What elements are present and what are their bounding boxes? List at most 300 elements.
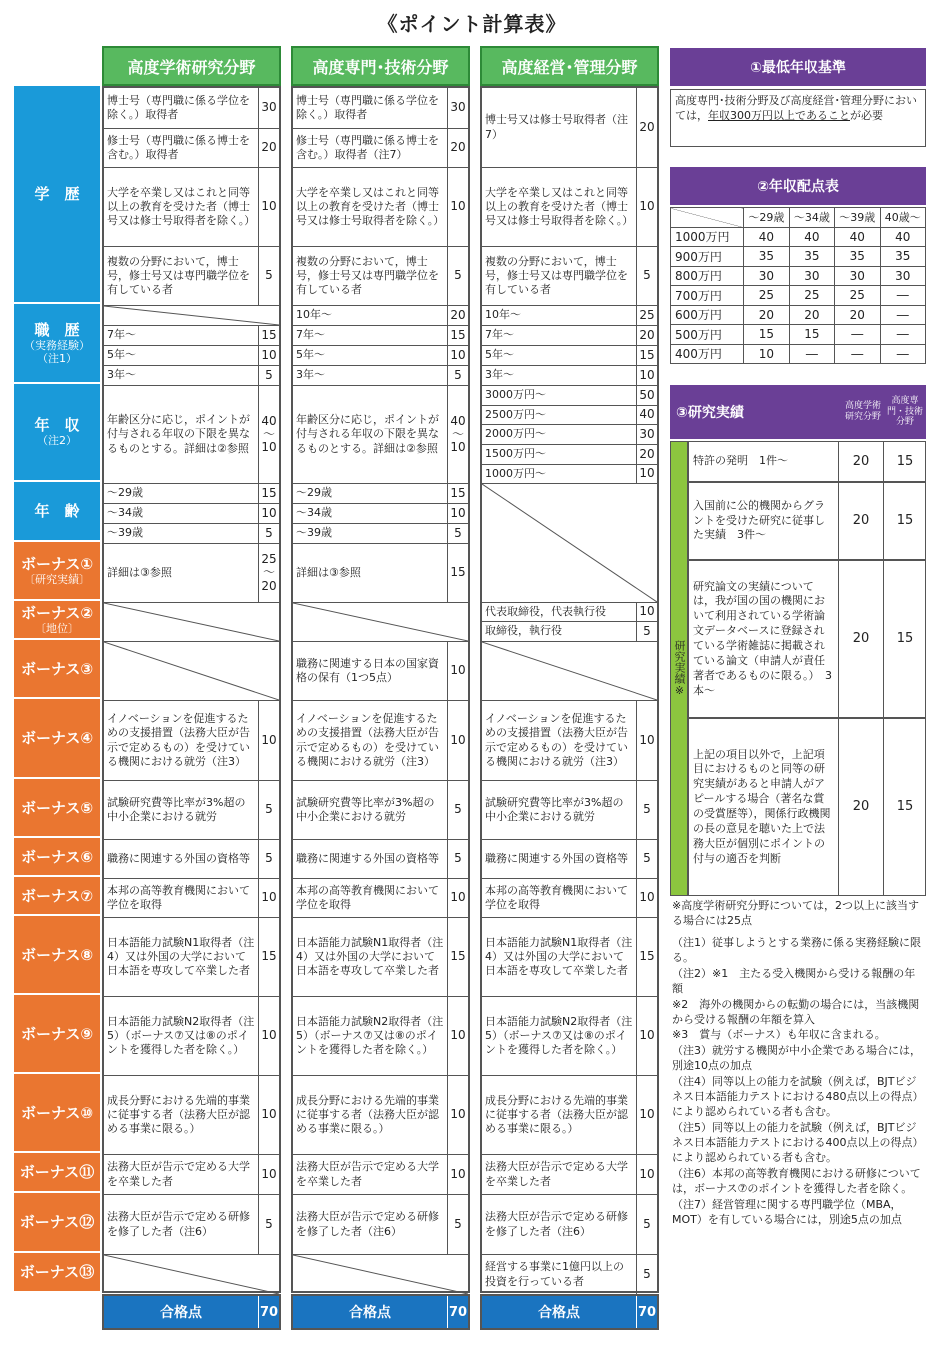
row-points: 10 xyxy=(639,367,655,382)
category-label: 年 収 xyxy=(34,416,80,435)
row-text: 成長分野における先端的事業に従事する者（法務大臣が認める事業に限る。） xyxy=(482,1076,637,1154)
table-row xyxy=(104,326,279,346)
row-text: イノベーションを促進するための支援措置（法務大臣が告示で定めるもの）を受けている機関における就労（注3） xyxy=(293,701,448,780)
category-11 xyxy=(14,877,100,916)
min-salary-text-underline: 年収300万円以上であること xyxy=(708,108,850,122)
pass-label: 合格点 xyxy=(160,1305,202,1321)
row-text: 試験研究費等比率が3%超の中小企業における就労 xyxy=(104,781,259,839)
row-points: 10 xyxy=(261,890,277,905)
salary-value: 35 xyxy=(789,247,834,267)
category-9 xyxy=(14,779,100,838)
salary-row-label: 800万円 xyxy=(671,266,744,286)
row-points: 15 xyxy=(639,949,655,964)
research-header: ③研究実績 xyxy=(676,405,744,421)
min-salary-text-a: 高度専門･技術分野及び高度経営･管理分野においては， xyxy=(675,94,917,122)
table-row xyxy=(104,997,279,1076)
category-2 xyxy=(14,304,100,384)
row-points: 5 xyxy=(643,268,651,283)
research-footnote: ※高度学術研究分野については，2つ以上に該当する場合には25点 xyxy=(672,899,919,928)
row-text: 博士号（専門職に係る学位を除く。）取得者 xyxy=(104,88,259,128)
row-points: 10 xyxy=(261,1166,277,1181)
row-text: ～34歳 xyxy=(293,504,448,523)
row-points: 5 xyxy=(454,268,462,283)
row-text: 2500万円～ xyxy=(482,406,637,424)
column-header-1: 高度学術研究分野 xyxy=(102,46,281,86)
row-points: 5 xyxy=(643,851,651,866)
category-13 xyxy=(14,995,100,1074)
row-points: 10 xyxy=(261,347,277,362)
row-text: 職務に関連する外国の資格等 xyxy=(482,840,637,878)
research-row xyxy=(688,718,926,896)
category-4 xyxy=(14,482,100,542)
table-row xyxy=(482,622,657,642)
row-points: 10 xyxy=(261,732,277,747)
min-salary-text xyxy=(670,89,926,147)
salary-row-label: 1000万円 xyxy=(671,227,744,247)
row-text: 成長分野における先端的事業に従事する者（法務大臣が認める事業に限る。） xyxy=(293,1076,448,1154)
row-points: 10 xyxy=(450,199,466,214)
row-points: 5 xyxy=(643,623,651,638)
row-text: 職務に関連する外国の資格等 xyxy=(293,840,448,878)
research-row-b: 15 xyxy=(896,453,914,469)
table-row xyxy=(482,326,657,346)
page-title: 《ポイント計算表》 xyxy=(377,12,567,36)
salary-value: 35 xyxy=(744,247,789,267)
row-points: 30 xyxy=(639,426,655,441)
row-points: 50 xyxy=(639,387,655,402)
table-row xyxy=(482,168,657,247)
research-row xyxy=(688,441,926,482)
salary-value: 25 xyxy=(744,286,789,306)
table-row xyxy=(293,88,468,129)
row-points: 5 xyxy=(454,802,462,817)
table-row xyxy=(482,484,657,603)
row-text: 7年～ xyxy=(104,326,259,345)
age-col-header: ～39歳 xyxy=(835,208,880,228)
salary-row-label: 600万円 xyxy=(671,305,744,325)
row-points: 10 xyxy=(261,1028,277,1043)
row-text: 5年～ xyxy=(482,346,637,365)
row-text: ～34歳 xyxy=(104,504,259,523)
table-row xyxy=(482,997,657,1076)
research-row-text: 入国前に公的機関からグラントを受けた研究に従事した実績 3件～ xyxy=(689,483,839,559)
row-text: 詳細は③参照 xyxy=(293,544,448,602)
research-row-a: 20 xyxy=(839,719,884,895)
table-row xyxy=(293,524,468,544)
table-row xyxy=(104,366,279,386)
research-row-b: 15 xyxy=(896,513,914,529)
table-row xyxy=(482,1255,657,1295)
table-row xyxy=(104,88,279,129)
table-row xyxy=(482,386,657,406)
row-text: 日本語能力試験N1取得者（注4）又は外国の大学において日本語を専攻して卒業した者 xyxy=(104,918,259,996)
salary-row-label: 900万円 xyxy=(671,247,744,267)
research-row-a: 20 xyxy=(839,483,884,559)
table-row xyxy=(104,247,279,306)
category-5 xyxy=(14,542,100,601)
table-row xyxy=(104,346,279,366)
points-column-2 xyxy=(291,86,470,1293)
row-points: 10 xyxy=(261,505,277,520)
note-item: （注1）従事しようとする業務に係る実務経験に限る。 xyxy=(672,936,921,965)
column-header-3: 高度経営･管理分野 xyxy=(480,46,659,86)
row-points: 10 xyxy=(450,663,466,678)
row-text: イノベーションを促進するための支援措置（法務大臣が告示で定めるもの）を受けている機関における就労（注3） xyxy=(482,701,637,780)
table-row xyxy=(104,1255,279,1295)
row-text: 7年～ xyxy=(482,326,637,345)
table-row xyxy=(482,781,657,840)
table-row xyxy=(104,840,279,879)
salary-value: ― xyxy=(880,325,925,345)
row-points: 5 xyxy=(454,851,462,866)
research-row xyxy=(688,482,926,560)
min-salary-text-b: が必要 xyxy=(850,108,883,122)
category-label: 学 歴 xyxy=(34,185,80,203)
salary-value: 25 xyxy=(789,286,834,306)
research-row-text: 研究論文の実績については，我が国の国の機関において利用されている学術論文データベースに登録されている学術雑誌に掲載されている論文（申請人が責任著者であるものに限る。） 3本～ xyxy=(689,561,839,717)
row-points: 5 xyxy=(265,367,273,382)
row-text: 代表取締役，代表執行役 xyxy=(482,603,637,621)
category-16 xyxy=(14,1193,100,1253)
note-item: （注6）本邦の高等教育機関における研修については，ボーナス⑦のポイントを獲得した者を除く。 xyxy=(672,1166,921,1196)
row-points: 10 xyxy=(450,505,466,520)
row-text: 複数の分野において，博士号，修士号又は専門職学位を有している者 xyxy=(104,247,259,305)
table-row xyxy=(293,1076,468,1155)
row-points: 25 ～ 20 xyxy=(261,552,277,593)
salary-value: 15 xyxy=(789,325,834,345)
note-item: ※3 賞与（ボーナス）も年収に含まれる。 xyxy=(672,1028,886,1042)
table-row xyxy=(293,346,468,366)
row-points: 5 xyxy=(454,1216,462,1231)
row-text: 職務に関連する外国の資格等 xyxy=(104,840,259,878)
salary-row-label: 500万円 xyxy=(671,325,744,345)
salary-value: ― xyxy=(835,344,880,364)
salary-value: 30 xyxy=(835,266,880,286)
row-points: 10 xyxy=(639,1166,655,1181)
table-row xyxy=(104,1195,279,1255)
row-points: 5 xyxy=(454,367,462,382)
research-row-b: 15 xyxy=(896,631,914,647)
table-row xyxy=(293,484,468,504)
age-col-header: 40歳～ xyxy=(880,208,925,228)
salary-value: 40 xyxy=(744,227,789,247)
category-sub: （注2） xyxy=(37,434,77,448)
table-row xyxy=(293,366,468,386)
note-item: （注4）同等以上の能力を試験（例えば，BJTビジネス日本語能力テストにおける480点以上の得点）により認められている者も含む。 xyxy=(672,1074,924,1119)
row-points: 40 ～ 10 xyxy=(450,413,466,455)
salary-value: 40 xyxy=(835,227,880,247)
column-header-2: 高度専門･技術分野 xyxy=(291,46,470,86)
table-row xyxy=(293,1155,468,1195)
note-item: （注2）※1 主たる受入機関から受ける報酬の年額 xyxy=(672,966,916,996)
row-points: 20 xyxy=(450,140,466,155)
table-row xyxy=(104,544,279,603)
salary-value: 20 xyxy=(789,305,834,325)
pass-label: 合格点 xyxy=(349,1305,391,1321)
category-label: ボーナス⑪ xyxy=(19,1163,95,1181)
table-row xyxy=(293,504,468,524)
category-label: 職 歴 xyxy=(34,320,80,339)
note-item: ※2 海外の機関からの転勤の場合には，当該機関から受ける報酬の年額を算入 xyxy=(672,997,920,1026)
salary-table xyxy=(670,207,926,364)
table-row xyxy=(482,425,657,445)
table-row xyxy=(293,247,468,306)
row-points: 10 xyxy=(639,1107,655,1122)
row-points: 15 xyxy=(261,949,277,964)
table-row xyxy=(482,879,657,918)
row-text: ～29歳 xyxy=(104,484,259,503)
row-points: 15 xyxy=(450,327,466,342)
table-row xyxy=(482,1076,657,1155)
row-text: 試験研究費等比率が3%超の中小企業における就労 xyxy=(482,781,637,839)
salary-value: ― xyxy=(880,344,925,364)
row-points: 10 xyxy=(261,199,277,214)
row-text: 法務大臣が告示で定める大学を卒業した者 xyxy=(293,1155,448,1194)
pass-label: 合格点 xyxy=(538,1305,580,1321)
row-points: 10 xyxy=(639,604,655,619)
row-points: 10 xyxy=(450,347,466,362)
research-side-label: 研究実績※ xyxy=(670,441,688,896)
table-row xyxy=(293,1255,468,1295)
category-sub: 〔地位〕 xyxy=(35,621,79,635)
row-text: イノベーションを促進するための支援措置（法務大臣が告示で定めるもの）を受けている機関における就労（注3） xyxy=(104,701,259,780)
points-column-1 xyxy=(102,86,281,1293)
row-text: 1500万円～ xyxy=(482,445,637,464)
row-text: 7年～ xyxy=(293,326,448,345)
row-text: 博士号（専門職に係る学位を除く。）取得者 xyxy=(293,88,448,128)
research-row-b: 15 xyxy=(896,799,914,815)
diagonal-line xyxy=(104,1255,279,1294)
category-label: ボーナス⑥ xyxy=(20,847,94,866)
row-text: 3年～ xyxy=(293,366,448,385)
table-row xyxy=(293,386,468,484)
table-row xyxy=(104,386,279,484)
row-text: 本邦の高等教育機関において学位を取得 xyxy=(293,879,448,917)
row-text: 法務大臣が告示で定める研修を修了した者（注6） xyxy=(482,1195,637,1254)
table-row xyxy=(293,642,468,701)
salary-value: 15 xyxy=(744,325,789,345)
row-points: 10 xyxy=(639,732,655,747)
table-row xyxy=(293,879,468,918)
row-text: ～39歳 xyxy=(104,524,259,543)
category-label: ボーナス⑤ xyxy=(20,798,94,817)
pass-value: 70 xyxy=(447,1296,468,1328)
row-points: 10 xyxy=(639,199,655,214)
min-salary-header: ①最低年収基準 xyxy=(670,48,926,86)
table-row xyxy=(104,1155,279,1195)
row-text: 大学を卒業し又はこれと同等以上の教育を受けた者（博士号又は修士号取得者を除く。） xyxy=(482,168,637,246)
table-row xyxy=(482,445,657,465)
category-10 xyxy=(14,838,100,877)
research-col1: 高度学術研究分野 xyxy=(844,401,881,422)
table-row xyxy=(293,781,468,840)
row-points: 20 xyxy=(639,119,655,134)
row-points: 10 xyxy=(639,890,655,905)
row-points: 20 xyxy=(639,327,655,342)
category-15 xyxy=(14,1153,100,1193)
row-text: 複数の分野において，博士号，修士号又は専門職学位を有している者 xyxy=(482,247,637,305)
table-row xyxy=(293,326,468,346)
research-row-text: 上記の項目以外で，上記項目におけるものと同等の研究実績があると申請人がアピールする場合（著名な賞の受賞歴等），関係行政機関の長の意見を聴いた上で法務大臣が個別にポイントの付与の適否を判断 xyxy=(689,719,839,895)
table-row xyxy=(482,840,657,879)
row-text: 日本語能力試験N2取得者（注5）（ボーナス⑦又は⑧のポイントを獲得した者を除く。） xyxy=(482,997,637,1075)
row-text: 試験研究費等比率が3%超の中小企業における就労 xyxy=(293,781,448,839)
salary-value: ― xyxy=(880,305,925,325)
points-column-3 xyxy=(480,86,659,1293)
table-row xyxy=(104,642,279,701)
row-points: 40 xyxy=(639,407,655,422)
row-text: 成長分野における先端的事業に従事する者（法務大臣が認める事業に限る。） xyxy=(104,1076,259,1154)
row-text: 5年～ xyxy=(104,346,259,365)
salary-value: 20 xyxy=(744,305,789,325)
row-text: 10年～ xyxy=(482,306,637,325)
table-row xyxy=(104,1076,279,1155)
research-row-a: 20 xyxy=(839,561,884,717)
row-text: ～39歳 xyxy=(293,524,448,543)
diagonal-line xyxy=(104,306,279,325)
salary-value: ― xyxy=(835,325,880,345)
row-text: 法務大臣が告示で定める研修を修了した者（注6） xyxy=(104,1195,259,1254)
row-text: 3000万円～ xyxy=(482,386,637,405)
table-row xyxy=(293,603,468,642)
diagonal-line xyxy=(482,484,657,602)
table-row xyxy=(293,840,468,879)
salary-value: 10 xyxy=(744,344,789,364)
row-text: 修士号（専門職に係る博士を含む。）取得者（注7） xyxy=(293,129,448,167)
research-row-a: 20 xyxy=(839,442,884,481)
row-points: 25 xyxy=(639,307,655,322)
row-points: 10 xyxy=(639,1028,655,1043)
category-label: ボーナス④ xyxy=(20,729,94,747)
row-text: ～29歳 xyxy=(293,484,448,503)
salary-value: 35 xyxy=(835,247,880,267)
row-points: 20 xyxy=(261,140,277,155)
row-text: 博士号又は修士号取得者（注7） xyxy=(482,88,637,167)
row-points: 5 xyxy=(265,1216,273,1231)
row-points: 10 xyxy=(450,732,466,747)
row-text: 1000万円～ xyxy=(482,465,637,483)
table-row xyxy=(104,701,279,781)
row-points: 5 xyxy=(265,802,273,817)
row-points: 10 xyxy=(450,1166,466,1181)
salary-row-label: 700万円 xyxy=(671,286,744,306)
diagonal-line xyxy=(104,642,279,700)
row-text: 10年～ xyxy=(293,306,448,325)
salary-value: 25 xyxy=(835,286,880,306)
row-points: 10 xyxy=(639,466,655,481)
salary-value: ― xyxy=(789,344,834,364)
salary-value: 35 xyxy=(880,247,925,267)
table-row xyxy=(482,701,657,781)
category-label: ボーナス⑦ xyxy=(20,886,94,905)
table-row xyxy=(104,306,279,326)
diagonal-line xyxy=(482,642,657,700)
table-row xyxy=(482,603,657,622)
row-points: 15 xyxy=(450,485,466,500)
row-text: 職務に関連する日本の国家資格の保有（1つ5点） xyxy=(293,642,448,700)
table-row xyxy=(104,129,279,168)
table-row xyxy=(482,918,657,997)
row-points: 10 xyxy=(450,1028,466,1043)
row-text: 日本語能力試験N2取得者（注5）（ボーナス⑦又は⑧のポイントを獲得した者を除く。） xyxy=(104,997,259,1075)
row-text: 日本語能力試験N2取得者（注5）（ボーナス⑦又は⑧のポイントを獲得した者を除く。） xyxy=(293,997,448,1075)
salary-value: 30 xyxy=(789,266,834,286)
row-points: 15 xyxy=(450,565,466,580)
table-row xyxy=(104,484,279,504)
category-label: ボーナス⑫ xyxy=(19,1213,95,1231)
table-row xyxy=(104,918,279,997)
table-row xyxy=(104,879,279,918)
age-col-header: ～29歳 xyxy=(744,208,789,228)
row-points: 40 ～ 10 xyxy=(261,413,277,455)
research-row-text: 特許の発明 1件～ xyxy=(689,442,839,481)
row-points: 5 xyxy=(643,1266,651,1281)
pass-score-bar-1 xyxy=(102,1294,281,1330)
row-text: 大学を卒業し又はこれと同等以上の教育を受けた者（博士号又は修士号取得者を除く。） xyxy=(104,168,259,246)
category-8 xyxy=(14,699,100,779)
table-row xyxy=(104,781,279,840)
row-text: 3年～ xyxy=(482,366,637,385)
age-col-header: ～34歳 xyxy=(789,208,834,228)
salary-value: 30 xyxy=(880,266,925,286)
salary-value: ― xyxy=(880,286,925,306)
category-label: 年 齢 xyxy=(34,502,80,520)
note-item: （注3）就労する機関が中小企業である場合には，別途10点の加点 xyxy=(672,1043,921,1073)
table-row xyxy=(482,346,657,366)
row-points: 20 xyxy=(639,446,655,461)
table-row xyxy=(482,88,657,168)
research-header-bar xyxy=(670,385,926,439)
pass-value: 70 xyxy=(636,1296,657,1328)
table-row xyxy=(482,366,657,386)
row-points: 5 xyxy=(454,525,462,540)
row-points: 5 xyxy=(643,1216,651,1231)
row-points: 15 xyxy=(261,485,277,500)
category-label: ボーナス② xyxy=(20,603,94,622)
salary-value: 40 xyxy=(789,227,834,247)
category-label: ボーナス⑨ xyxy=(20,1024,94,1043)
table-row xyxy=(482,1195,657,1255)
row-text: 法務大臣が告示で定める大学を卒業した者 xyxy=(104,1155,259,1194)
table-row xyxy=(482,406,657,425)
row-points: 15 xyxy=(261,327,277,342)
salary-value: 20 xyxy=(835,305,880,325)
category-1 xyxy=(14,86,100,304)
pass-value: 70 xyxy=(258,1296,279,1328)
table-row xyxy=(104,168,279,247)
row-text: 日本語能力試験N1取得者（注4）又は外国の大学において日本語を専攻して卒業した者 xyxy=(482,918,637,996)
row-text: 本邦の高等教育機関において学位を取得 xyxy=(482,879,637,917)
diagonal-line xyxy=(293,603,468,641)
salary-value: 40 xyxy=(880,227,925,247)
category-label: ボーナス③ xyxy=(20,659,94,678)
table-row xyxy=(293,306,468,326)
notes xyxy=(672,935,926,1227)
table-row xyxy=(293,997,468,1076)
salary-row-label: 400万円 xyxy=(671,344,744,364)
row-text: 複数の分野において，博士号，修士号又は専門職学位を有している者 xyxy=(293,247,448,305)
category-14 xyxy=(14,1074,100,1153)
row-text: 大学を卒業し又はこれと同等以上の教育を受けた者（博士号又は修士号取得者を除く。） xyxy=(293,168,448,246)
table-row xyxy=(104,524,279,544)
row-points: 15 xyxy=(639,347,655,362)
table-row xyxy=(482,306,657,326)
row-text: 経営する事業に1億円以上の投資を行っている者 xyxy=(482,1255,637,1294)
row-text: 法務大臣が告示で定める大学を卒業した者 xyxy=(482,1155,637,1194)
diagonal-line xyxy=(104,603,279,641)
row-text: 法務大臣が告示で定める研修を修了した者（注6） xyxy=(293,1195,448,1254)
row-text: 修士号（専門職に係る博士を含む。）取得者 xyxy=(104,129,259,167)
